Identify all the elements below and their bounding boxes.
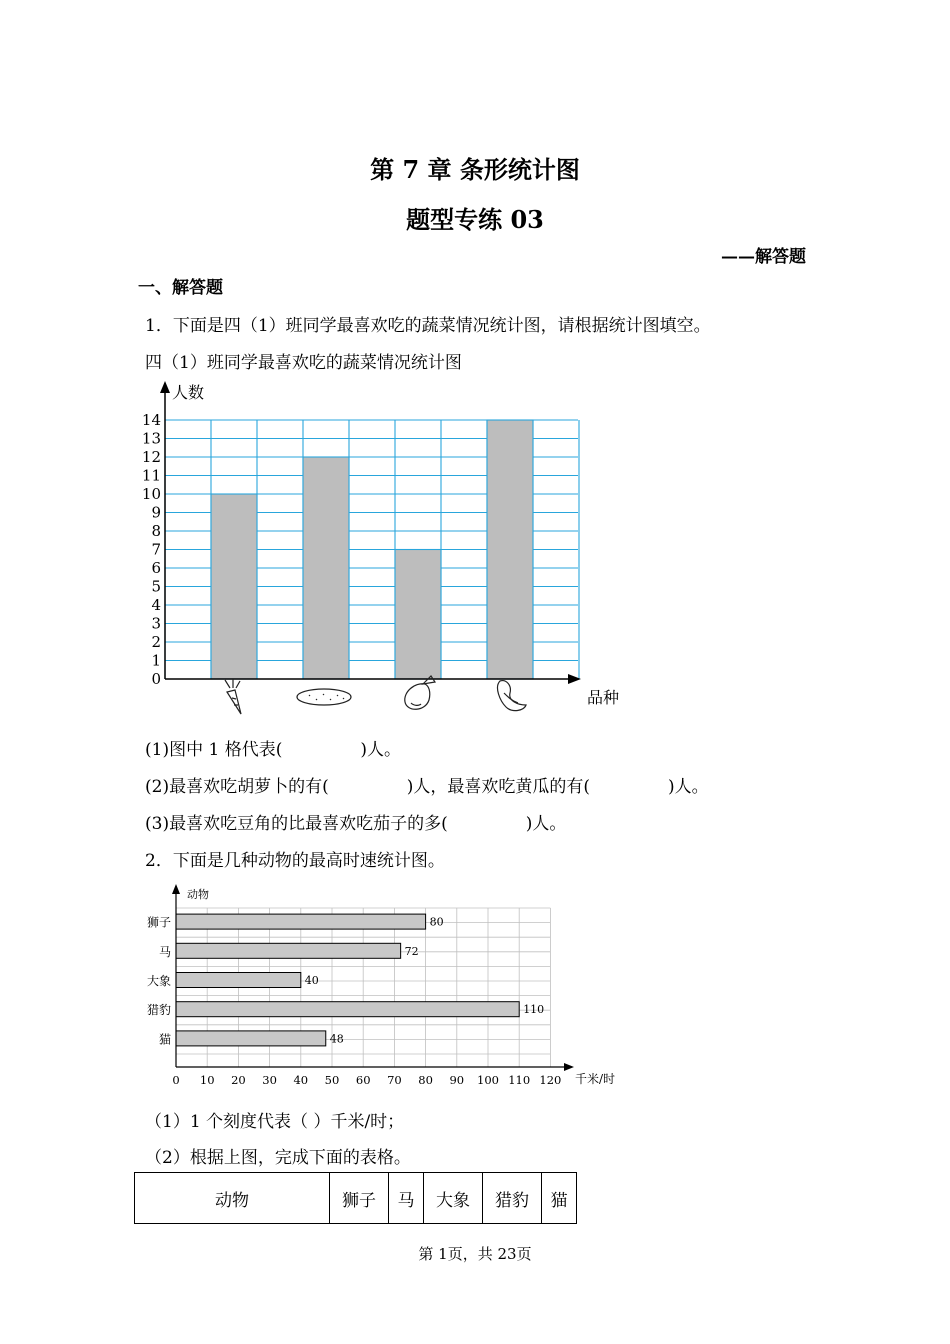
chart2-x-ticks [172, 1073, 561, 1087]
chart1-y-tick-label: 3 [151, 614, 161, 633]
chart1-y-tick-label: 11 [141, 466, 161, 485]
q1-sub3 [145, 809, 566, 834]
chart1-y-tick-label: 7 [151, 540, 161, 559]
chart2-x-tick-label: 110 [508, 1073, 531, 1087]
table-cell: 狮子 [330, 1173, 389, 1224]
chart2-x-arrow [564, 1063, 574, 1071]
chart2-value-label: 48 [329, 1032, 344, 1046]
q1-sub3-text-a: (3)最喜欢吃豆角的比最喜欢吃茄子的多( [145, 814, 448, 834]
q1-sub1 [145, 735, 401, 760]
q1-chart-title: 四（1）班同学最喜欢吃的蔬菜情况统计图 [145, 353, 462, 373]
chart2-value-label: 80 [429, 915, 444, 929]
q1-sub2-text-c: )人。 [667, 777, 709, 797]
answer-table [134, 1172, 577, 1224]
chart1-y-tick-label: 14 [141, 411, 161, 429]
q2-sub2: （2）根据上图，完成下面的表格。 [145, 1148, 411, 1168]
chart2-y-label: 动物 [187, 888, 209, 901]
chart1-y-tick-label: 4 [151, 596, 161, 614]
chart1-y-arrow [160, 381, 170, 393]
chart1-y-tick-label: 10 [141, 485, 161, 503]
chart2-bar [176, 1031, 326, 1046]
page-footer: 第 1页，共 23页 [418, 1245, 532, 1263]
chart1-bar [487, 420, 533, 679]
table-cell: 马 [389, 1173, 424, 1224]
table-cell-header: 动物 [135, 1173, 330, 1224]
chart1-y-tick-label: 13 [141, 429, 161, 448]
q1-sub2-text-b: )人，最喜欢吃黄瓜的有( [406, 777, 590, 797]
chart2-bars [176, 914, 544, 1046]
chart2-x-label: 千米/时 [575, 1072, 616, 1086]
chart2-bar [176, 943, 401, 958]
chart2-bar [176, 1002, 519, 1017]
cucumber-icon [297, 689, 351, 705]
table-cell: 大象 [424, 1173, 483, 1224]
chart2-x-tick-label: 20 [231, 1073, 246, 1087]
chart1-bar [303, 457, 349, 679]
chart2-x-tick-label: 0 [172, 1073, 180, 1087]
chart1-y-tick-label: 12 [141, 448, 161, 466]
q2-prompt: 2．下面是几种动物的最高时速统计图。 [145, 851, 445, 871]
chart2-x-tick-label: 40 [293, 1073, 309, 1087]
chart1-y-tick-label: 0 [151, 670, 161, 688]
section-heading: 一、解答题 [138, 278, 223, 298]
chart1-x-label: 品种 [587, 688, 620, 707]
chart1-y-tick-label: 6 [151, 559, 161, 577]
chart2-x-tick-label: 60 [355, 1073, 371, 1087]
page-title: 第 7 章 条形统计图 [370, 155, 580, 184]
chart2-category-label: 狮子 [146, 915, 171, 930]
table-cell: 猫 [542, 1173, 577, 1224]
chart2-category-label: 大象 [146, 974, 171, 988]
chart2-bar [176, 973, 301, 988]
animal-speed-bar-chart [140, 880, 630, 1090]
vegetable-bar-chart [140, 375, 640, 720]
eggplant-icon [405, 676, 435, 709]
chart1-y-tick-label: 2 [151, 633, 161, 651]
chart1-bar [395, 550, 441, 680]
chart1-y-tick-label: 8 [151, 522, 161, 540]
q1-sub3-text-b: )人。 [525, 814, 567, 834]
chart2-x-tick-label: 30 [262, 1073, 277, 1087]
chart1-y-ticks [142, 411, 161, 688]
chart2-x-tick-label: 100 [477, 1073, 499, 1087]
chart1-y-tick-label: 9 [151, 503, 161, 522]
chart1-y-tick-label: 5 [151, 577, 161, 596]
chart2-category-label: 猎豹 [146, 1003, 171, 1018]
q1-sub2 [145, 772, 709, 797]
chart2-x-tick-label: 120 [539, 1073, 562, 1087]
chart2-x-tick-label: 90 [449, 1073, 465, 1087]
chart2-x-tick-label: 50 [324, 1073, 340, 1087]
chart1-y-tick-label: 1 [151, 651, 161, 670]
q1-sub2-text-a: (2)最喜欢吃胡萝卜的有( [145, 777, 329, 797]
question-type-label: ——解答题 [721, 247, 806, 267]
chart2-value-label: 72 [404, 944, 419, 958]
q1-sub1-text-a: (1)图中 1 格代表( [145, 740, 283, 760]
chart2-x-tick-label: 70 [387, 1073, 402, 1087]
chart2-y-arrow [172, 884, 180, 894]
table-row [135, 1173, 577, 1224]
chart2-x-tick-label: 80 [418, 1073, 433, 1087]
table-cell: 猎豹 [483, 1173, 542, 1224]
q1-prompt: 1．下面是四（1）班同学最喜欢吃的蔬菜情况统计图，请根据统计图填空。 [145, 316, 711, 336]
chart2-category-labels [147, 915, 171, 1047]
chart1-bar [211, 494, 257, 679]
q1-sub1-text-b: )人。 [360, 740, 401, 760]
q2-sub1: （1）1 个刻度代表（ ）千米/时； [145, 1112, 405, 1132]
chart2-x-tick-label: 10 [199, 1073, 215, 1087]
chart2-value-label: 40 [304, 974, 319, 987]
bean-icon [498, 681, 526, 711]
chart2-value-label: 110 [523, 1003, 545, 1017]
carrot-icon [225, 679, 241, 714]
chart2-category-label: 马 [158, 944, 171, 959]
chart2-category-label: 猫 [158, 1032, 171, 1047]
chart1-y-label: 人数 [172, 383, 205, 402]
chart2-bar [176, 914, 426, 929]
page-subtitle: 题型专练 03 [406, 205, 544, 234]
